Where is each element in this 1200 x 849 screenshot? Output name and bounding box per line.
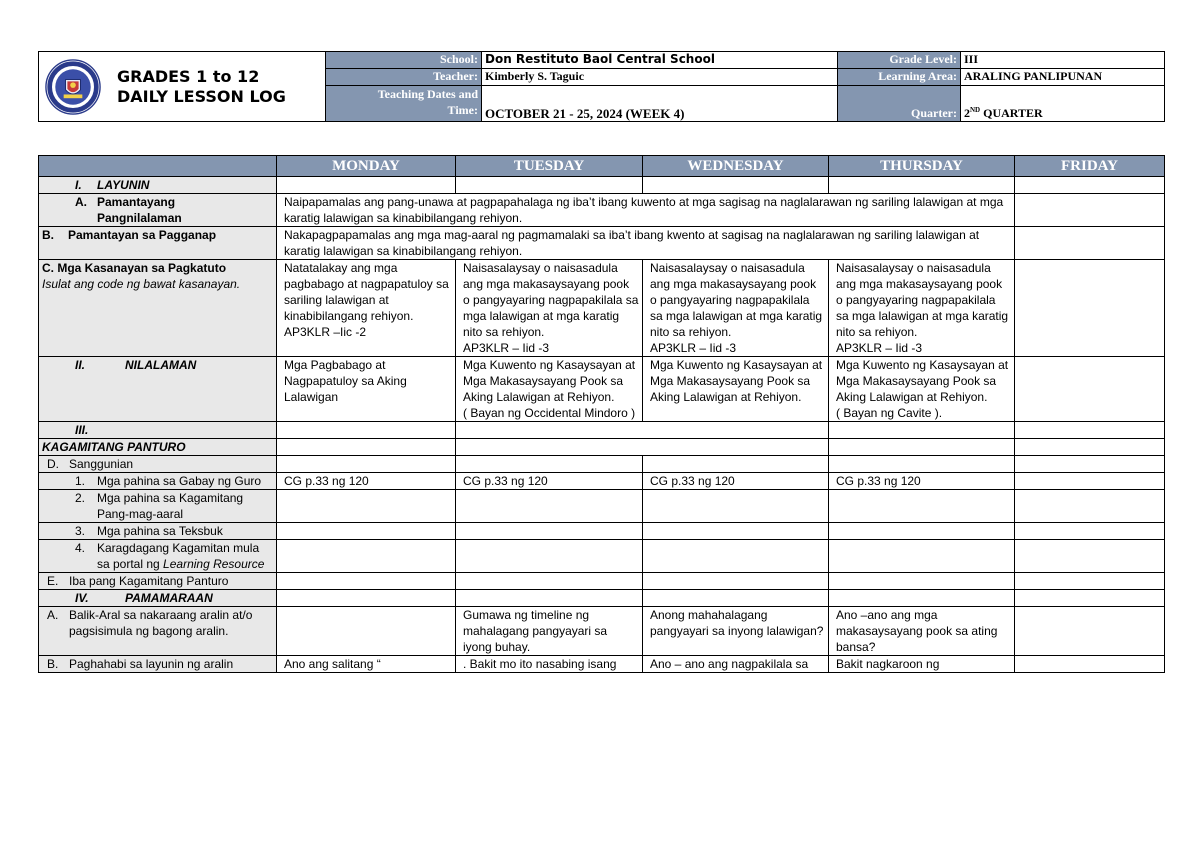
- row-paghahabi: [39, 656, 1165, 673]
- gabay-num: 1.: [75, 474, 86, 488]
- kagamitang-mag-text: Mga pahina sa Kagamitang Pang-mag-aaral: [97, 491, 244, 521]
- nilalaman-thursday-text: Mga Kuwento ng Kasaysayan at Mga Makasaysayang Pook sa Aking Lalawigan at Rehiyon.: [836, 358, 1009, 404]
- row-iba-pang-kagamitan: [39, 573, 1165, 590]
- dates-value: OCTOBER 21 - 25, 2024 (WEEK 4): [482, 86, 838, 122]
- nilalaman-tuesday-text: Mga Kuwento ng Kasaysayan at Mga Makasaysayang Pook sa Aking Lalawigan at Rehiyon.: [463, 358, 636, 404]
- row-kagamitang-panturo: [39, 439, 1165, 456]
- lesson-log-table: [38, 155, 1165, 673]
- dates-label: [326, 86, 482, 122]
- nilalaman-text: NILALAMAN: [125, 358, 197, 372]
- nilalaman-thursday-place: ( Bayan ng Cavite ).: [836, 406, 943, 420]
- paghahabi-label: [39, 656, 277, 673]
- quarter-value: [961, 86, 1165, 122]
- kasanayan-thursday: [829, 260, 1015, 357]
- pagganap-label: [39, 227, 277, 260]
- day-monday: MONDAY: [277, 156, 456, 177]
- dates-label-line1: Teaching Dates and: [377, 87, 478, 101]
- balik-aral-letter: A.: [47, 608, 59, 622]
- day-thursday: THURSDAY: [829, 156, 1015, 177]
- row-pamantayan-pagganap: [39, 227, 1165, 260]
- doc-title-line1: GRADES 1 to 12: [117, 66, 260, 86]
- gabay-label: [39, 473, 277, 490]
- pamamaraan-num: IV.: [75, 591, 89, 605]
- pagganap-text: Nakapagpapamalas ang mga mag-aaral ng pagmamalaki sa iba’t ibang kwento at sagisag na naglalarawan ng sariling lalawigan at karatig lalawigan sa kinabibilangang rehiyon.: [277, 227, 1015, 260]
- paghahabi-text: Paghahabi sa layunin ng aralin: [69, 657, 234, 671]
- iba-pang-label: [39, 573, 277, 590]
- balik-aral-tuesday: Gumawa ng timeline ng mahalagang pangyayari sa iyong buhay.: [456, 607, 643, 656]
- gabay-wednesday: CG p.33 ng 120: [643, 473, 829, 490]
- nilalaman-tuesday-place: ( Bayan ng Occidental Mindoro ): [463, 406, 636, 420]
- karagdagan-label: [39, 540, 277, 573]
- balik-aral-label: [39, 607, 277, 656]
- karagdagan-italic: Learning Resource: [163, 557, 265, 571]
- layunin-text: LAYUNIN: [97, 178, 150, 192]
- nilalaman-num: II.: [75, 358, 86, 372]
- dates-label-line2: Time:: [447, 103, 478, 117]
- quarter-sup: ND: [970, 106, 981, 114]
- kasanayan-tuesday: [456, 260, 643, 357]
- sanggunian-text: Sanggunian: [69, 457, 134, 471]
- iba-pang-letter: E.: [47, 574, 59, 588]
- day-friday: FRIDAY: [1015, 156, 1165, 177]
- paghahabi-letter: B.: [47, 657, 59, 671]
- paghahabi-thursday: Bakit nagkaroon ng: [829, 656, 1015, 673]
- kasanayan-monday-text: Natatalakay ang mga pagbabago at nagpapatuloy sa sariling lalawigan at kinabibilangang rehiyon.: [284, 261, 449, 323]
- kagamitang-mag-num: 2.: [75, 491, 86, 505]
- corner-cell: [39, 156, 277, 177]
- pamantayang-letter: A.: [75, 195, 87, 209]
- teksbuk-text: Mga pahina sa Teksbuk: [97, 524, 223, 538]
- row-gabay-ng-guro: [39, 473, 1165, 490]
- kasanayan-label: [39, 260, 277, 357]
- doc-title-line2: DAILY LESSON LOG: [117, 86, 286, 106]
- paghahabi-monday: Ano ang salitang “: [277, 656, 456, 673]
- school-value: Don Restituto Baol Central School: [482, 52, 838, 69]
- kasanayan-wednesday-code: AP3KLR – Iid -3: [650, 341, 737, 355]
- pamantayang-label2: Pangnilalaman: [97, 211, 182, 225]
- kagamitang-mag-label: [39, 490, 277, 523]
- kagamitan-label: KAGAMITANG PANTURO: [39, 439, 277, 456]
- grade-value: III: [961, 52, 1165, 69]
- teacher-label: Teacher:: [326, 69, 482, 86]
- teksbuk-label: [39, 523, 277, 540]
- balik-aral-wednesday: Anong mahahalagang pangyayari sa inyong lalawigan?: [643, 607, 829, 656]
- pamamaraan-label: [39, 590, 277, 607]
- row-pamamaraan: [39, 590, 1165, 607]
- nilalaman-thursday: [829, 357, 1015, 422]
- row-kagamitang-mag-aaral: [39, 490, 1165, 523]
- row-karagdagang-kagamitan: [39, 540, 1165, 573]
- row-iii: [39, 422, 1165, 439]
- nilalaman-label: [39, 357, 277, 422]
- quarter-num: 2: [964, 106, 970, 120]
- grade-label: Grade Level:: [838, 52, 961, 69]
- paghahabi-tuesday: . Bakit mo ito nasabing isang: [456, 656, 643, 673]
- nilalaman-tuesday: [456, 357, 643, 422]
- row-sanggunian: [39, 456, 1165, 473]
- kasanayan-tuesday-code: AP3KLR – Iid -3: [463, 341, 550, 355]
- kasanayan-title: C. Mga Kasanayan sa Pagkatuto: [42, 261, 227, 275]
- gabay-thursday: CG p.33 ng 120: [829, 473, 1015, 490]
- day-header-row: [39, 156, 1165, 177]
- nilalaman-monday: Mga Pagbabago at Nagpapatuloy sa Aking Lalawigan: [277, 357, 456, 422]
- karagdagan-num: 4.: [75, 541, 86, 555]
- kasanayan-monday: [277, 260, 456, 357]
- pagganap-letter: B.: [42, 228, 54, 242]
- row-layunin: [39, 177, 1165, 194]
- pamamaraan-text: PAMAMARAAN: [125, 591, 213, 605]
- iba-pang-text: Iba pang Kagamitang Panturo: [69, 574, 229, 588]
- kasanayan-sublabel: Isulat ang code ng bawat kasanayan.: [42, 277, 241, 291]
- logo-cell: [39, 52, 326, 122]
- balik-aral-thursday: Ano –ano ang mga makasaysayang pook sa ating bansa?: [829, 607, 1015, 656]
- quarter-label: Quarter:: [838, 86, 961, 122]
- deped-seal-icon: [45, 59, 101, 115]
- row-pamantayang-pangnilalaman: [39, 194, 1165, 227]
- row-nilalaman: [39, 357, 1165, 422]
- karagdagan-text: Karagdagang Kagamitan mula sa portal ng: [97, 541, 260, 571]
- gabay-text: Mga pahina sa Gabay ng Guro: [97, 474, 262, 488]
- paghahabi-wednesday: Ano – ano ang nagpakilala sa: [643, 656, 829, 673]
- pamantayang-label1: Pamantayang: [97, 195, 176, 209]
- iii-label: III.: [39, 422, 277, 439]
- gabay-tuesday: CG p.33 ng 120: [456, 473, 643, 490]
- day-wednesday: WEDNESDAY: [643, 156, 829, 177]
- area-label: Learning Area:: [838, 69, 961, 86]
- nilalaman-wednesday: Mga Kuwento ng Kasaysayan at Mga Makasaysayang Pook sa Aking Lalawigan at Rehiyon.: [643, 357, 829, 422]
- school-label: School:: [326, 52, 482, 69]
- row-balik-aral: [39, 607, 1165, 656]
- kasanayan-thursday-text: Naisasalaysay o naisasadula ang mga makasaysayang pook o pangyayaring nagpapakilala sa mga lalawigan at mga karatig nito sa rehiyon.: [836, 261, 1009, 339]
- row-kasanayan: [39, 260, 1165, 357]
- teksbuk-num: 3.: [75, 524, 86, 538]
- layunin-num: I.: [75, 178, 82, 192]
- layunin-label: [39, 177, 277, 194]
- sanggunian-label: [39, 456, 277, 473]
- sanggunian-letter: D.: [47, 457, 59, 471]
- kasanayan-tuesday-text: Naisasalaysay o naisasadula ang mga makasaysayang pook o pangyayaring nagpapakilala sa mga lalawigan at mga karatig nito sa rehiyon.: [463, 261, 639, 339]
- gabay-monday: CG p.33 ng 120: [277, 473, 456, 490]
- pamantayang-label: [39, 194, 277, 227]
- quarter-text: QUARTER: [980, 106, 1043, 120]
- day-tuesday: TUESDAY: [456, 156, 643, 177]
- kasanayan-monday-code: AP3KLR –Iic -2: [284, 325, 367, 339]
- kasanayan-wednesday: [643, 260, 829, 357]
- balik-aral-text: Balik-Aral sa nakaraang aralin at/o pagsisimula ng bagong aralin.: [69, 608, 253, 638]
- kasanayan-thursday-code: AP3KLR – Iid -3: [836, 341, 923, 355]
- pamantayang-text: Naipapamalas ang pang-unawa at pagpapahalaga ng iba’t ibang kuwento at mga sagisag na naglalarawan ng sariling lalawigan at mga karatig lalawigan sa kinabibilangang rehiyon.: [277, 194, 1015, 227]
- kasanayan-wednesday-text: Naisasalaysay o naisasadula ang mga makasaysayang pook o pangyayaring nagpapakilala sa mga lalawigan at mga karatig nito sa rehiyon.: [650, 261, 823, 339]
- teacher-value: Kimberly S. Taguic: [482, 69, 838, 86]
- header-table: [38, 51, 1165, 122]
- row-teksbuk: [39, 523, 1165, 540]
- area-value: ARALING PANLIPUNAN: [961, 69, 1165, 86]
- pagganap-text-label: Pamantayan sa Pagganap: [68, 228, 217, 242]
